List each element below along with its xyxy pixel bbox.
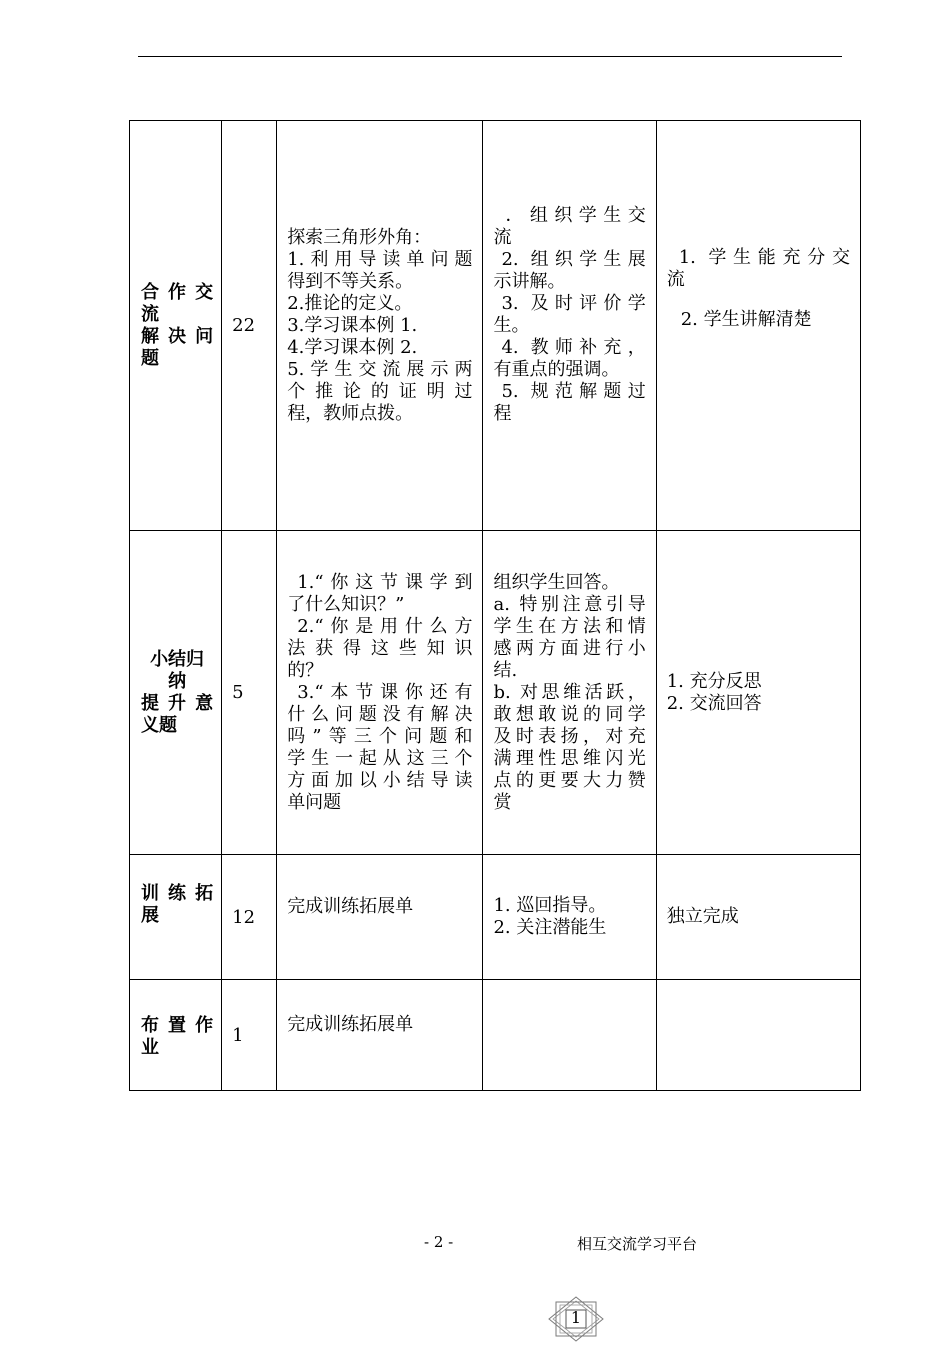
student-line	[667, 291, 850, 309]
student-line: 1. 充分反思	[666, 670, 762, 692]
teacher-line: 程	[493, 403, 512, 424]
teacher-line: 2. 组织学生展	[501, 249, 646, 270]
page-badge	[548, 1296, 604, 1342]
content-line: 了什么知识？”	[287, 593, 405, 615]
teacher-line: 流	[493, 227, 512, 248]
content-cell	[277, 980, 483, 1091]
student-cell	[656, 855, 860, 980]
student-cell	[656, 121, 860, 531]
teacher-line: 组织学生回答。	[493, 571, 620, 593]
content-line: 法获得这些知识	[287, 637, 473, 659]
teacher-cell	[483, 531, 656, 855]
content-line: 单问题	[287, 791, 342, 813]
content-line: 方面加以小结导读	[287, 769, 473, 791]
content-line: 完成训练拓展单	[287, 1014, 414, 1035]
content-line: 4.学习课本例 2.	[287, 336, 418, 358]
lesson-plan-table	[129, 120, 861, 1091]
teacher-line: 满理性思维闪光	[493, 747, 646, 769]
stage-line: 训练拓	[141, 883, 214, 904]
page-badge-number: 1	[570, 1308, 582, 1327]
stage-line: 纳	[168, 670, 187, 692]
content-line: 2.“你是用什么方	[297, 615, 473, 637]
content-cell	[277, 121, 483, 531]
minutes-cell: 22	[222, 121, 277, 531]
teacher-line: 结.	[493, 659, 518, 681]
stage-cell	[130, 980, 222, 1091]
stage-line: 解决问	[141, 325, 214, 347]
teacher-line: 及时表扬，对充	[493, 725, 646, 747]
stage-line: 提升意	[141, 692, 214, 714]
footer-site-name: 相互交流学习平台	[577, 1235, 698, 1253]
student-line: 独立完成	[666, 906, 739, 927]
content-line: 1.利用导读单问题	[287, 248, 473, 270]
student-line: 1. 学生能充分交	[678, 247, 850, 268]
content-line: 个推论的证明过	[287, 380, 473, 402]
minutes-cell: 1	[222, 980, 277, 1091]
teacher-cell	[483, 980, 656, 1091]
teacher-line: 4. 教师补充，	[501, 337, 646, 358]
content-line: 1.“你这节课学到	[297, 571, 473, 593]
stage-line: 展	[141, 905, 159, 926]
teacher-line: b. 对思维活跃，	[493, 681, 646, 703]
student-line: 2. 学生讲解清楚	[680, 309, 812, 330]
teacher-line: 感两方面进行小	[493, 637, 646, 659]
teacher-line: 示讲解。	[493, 271, 566, 292]
content-line: 5.学生交流展示两	[287, 358, 473, 380]
content-cell	[277, 855, 483, 980]
content-line: 的？	[287, 659, 324, 681]
minutes-cell: 12	[222, 855, 277, 980]
header-rule	[138, 56, 842, 57]
stage-line: 小结归	[150, 648, 205, 670]
content-line: 什么问题没有解决	[287, 703, 473, 725]
teacher-line: 学生在方法和情	[493, 615, 646, 637]
content-line: 3.“本节课你还有	[297, 681, 473, 703]
table-row	[130, 121, 861, 531]
content-line: 得到不等关系。	[287, 270, 414, 292]
stage-cell	[130, 121, 222, 531]
stage-line: 题	[141, 347, 159, 369]
stage-line: 业	[141, 1037, 159, 1058]
teacher-line: 有重点的强调。	[493, 359, 620, 380]
teacher-line: 敢想敢说的同学	[493, 703, 646, 725]
table-row	[130, 855, 861, 980]
stage-line: 义题	[141, 714, 177, 736]
table-row	[130, 531, 861, 855]
teacher-line: a. 特别注意引导	[493, 593, 646, 615]
stage-line: 合作交	[141, 281, 214, 303]
stage-cell	[130, 531, 222, 855]
teacher-line: 1. 巡回指导。	[493, 895, 607, 916]
content-cell	[277, 531, 483, 855]
teacher-line: 赏	[493, 791, 512, 813]
teacher-line: 5. 规范解题过	[501, 381, 646, 402]
stage-line: 流	[141, 303, 159, 325]
teacher-line: 生。	[493, 315, 530, 336]
content-line: 吗”等三个问题和	[287, 725, 473, 747]
content-line: 学生一起从这三个	[287, 747, 473, 769]
stage-cell	[130, 855, 222, 980]
student-line: 流	[666, 269, 685, 290]
student-cell	[656, 980, 860, 1091]
teacher-line: 2. 关注潜能生	[493, 917, 607, 938]
student-line: 2. 交流回答	[666, 692, 762, 714]
teacher-line: 点的更要大力赞	[493, 769, 646, 791]
stage-line: 布置作	[141, 1015, 214, 1036]
minutes-cell: 5	[222, 531, 277, 855]
content-line: 程，教师点拨。	[287, 402, 414, 424]
teacher-cell	[483, 121, 656, 531]
student-cell	[656, 531, 860, 855]
content-line: 完成训练拓展单	[287, 896, 414, 917]
teacher-line: ．组织学生交	[505, 205, 646, 226]
table-row	[130, 980, 861, 1091]
footer-page-number: - 2 -	[424, 1233, 454, 1251]
content-line: 2.推论的定义。	[287, 292, 413, 314]
content-line: 3.学习课本例 1.	[287, 314, 418, 336]
content-line: 探索三角形外角：	[287, 226, 432, 248]
teacher-line: 3. 及时评价学	[501, 293, 646, 314]
teacher-cell	[483, 855, 656, 980]
